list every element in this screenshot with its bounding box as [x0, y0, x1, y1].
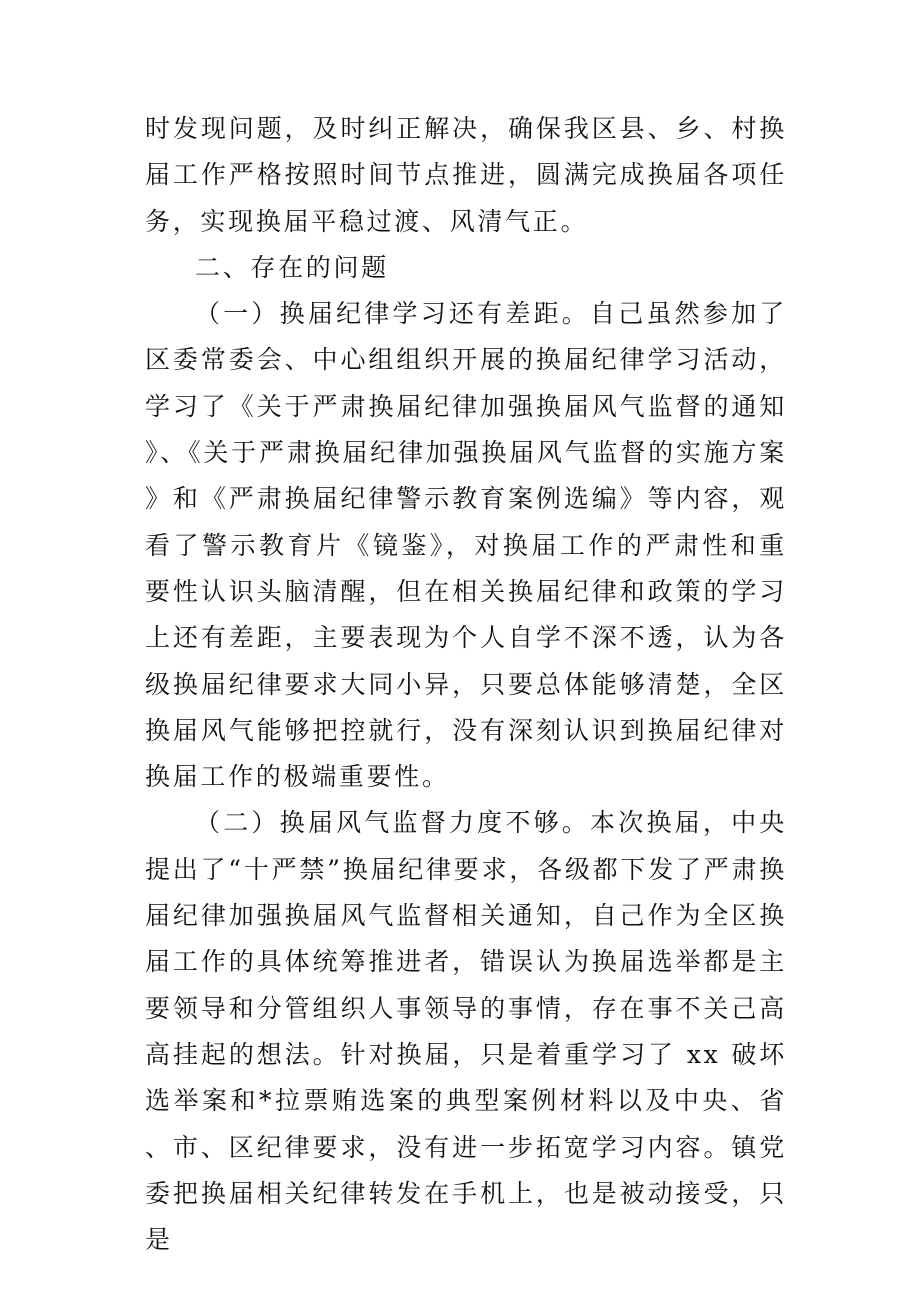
- section-heading: 二、存在的问题: [195, 252, 389, 282]
- paragraph-supervision: （二）换届风气监督力度不够。本次换届，中央提出了“十严禁”换届纪律要求，各级都下发了严肃换届纪律加强换届风气监督相关通知，自己作为全区换届工作的具体统筹推进者，错误认为换届选举都是主要领导和分管组织人事领导的事情，存在事不关己高高挂起的想法。针对换届，只是着重学习了 xx 破坏选举案和*拉票贿选案的典型案例材料以及中央、省、市、区纪律要求，没有进一步拓宽学习内容。镇党委把换届相关纪律转发在手机上，也是被动接受，只是: [145, 808, 787, 1255]
- paragraph-continuation: 时发现问题，及时纠正解决，确保我区县、乡、村换届工作严格按照时间节点推进，圆满完成换届各项任务，实现换届平稳过渡、风清气正。: [145, 114, 787, 236]
- paragraph-discipline-learning: （一）换届纪律学习还有差距。自己虽然参加了区委常委会、中心组组织开展的换届纪律学习活动，学习了《关于严肃换届纪律加强换届风气监督的通知》、《关于严肃换届纪律加强换届风气监督的实施方案》和《严肃换届纪律警示教育案例选编》等内容，观看了警示教育片《镜鉴》，对换届工作的严肃性和重要性认识头脑清醒，但在相关换届纪律和政策的学习上还有差距，主要表现为个人自学不深不透，认为各级换届纪律要求大同小异，只要总体能够清楚，全区换届风气能够把控就行，没有深刻认识到换届纪律对换届工作的极端重要性。: [145, 299, 787, 792]
- document-body: [145, 106, 787, 1263]
